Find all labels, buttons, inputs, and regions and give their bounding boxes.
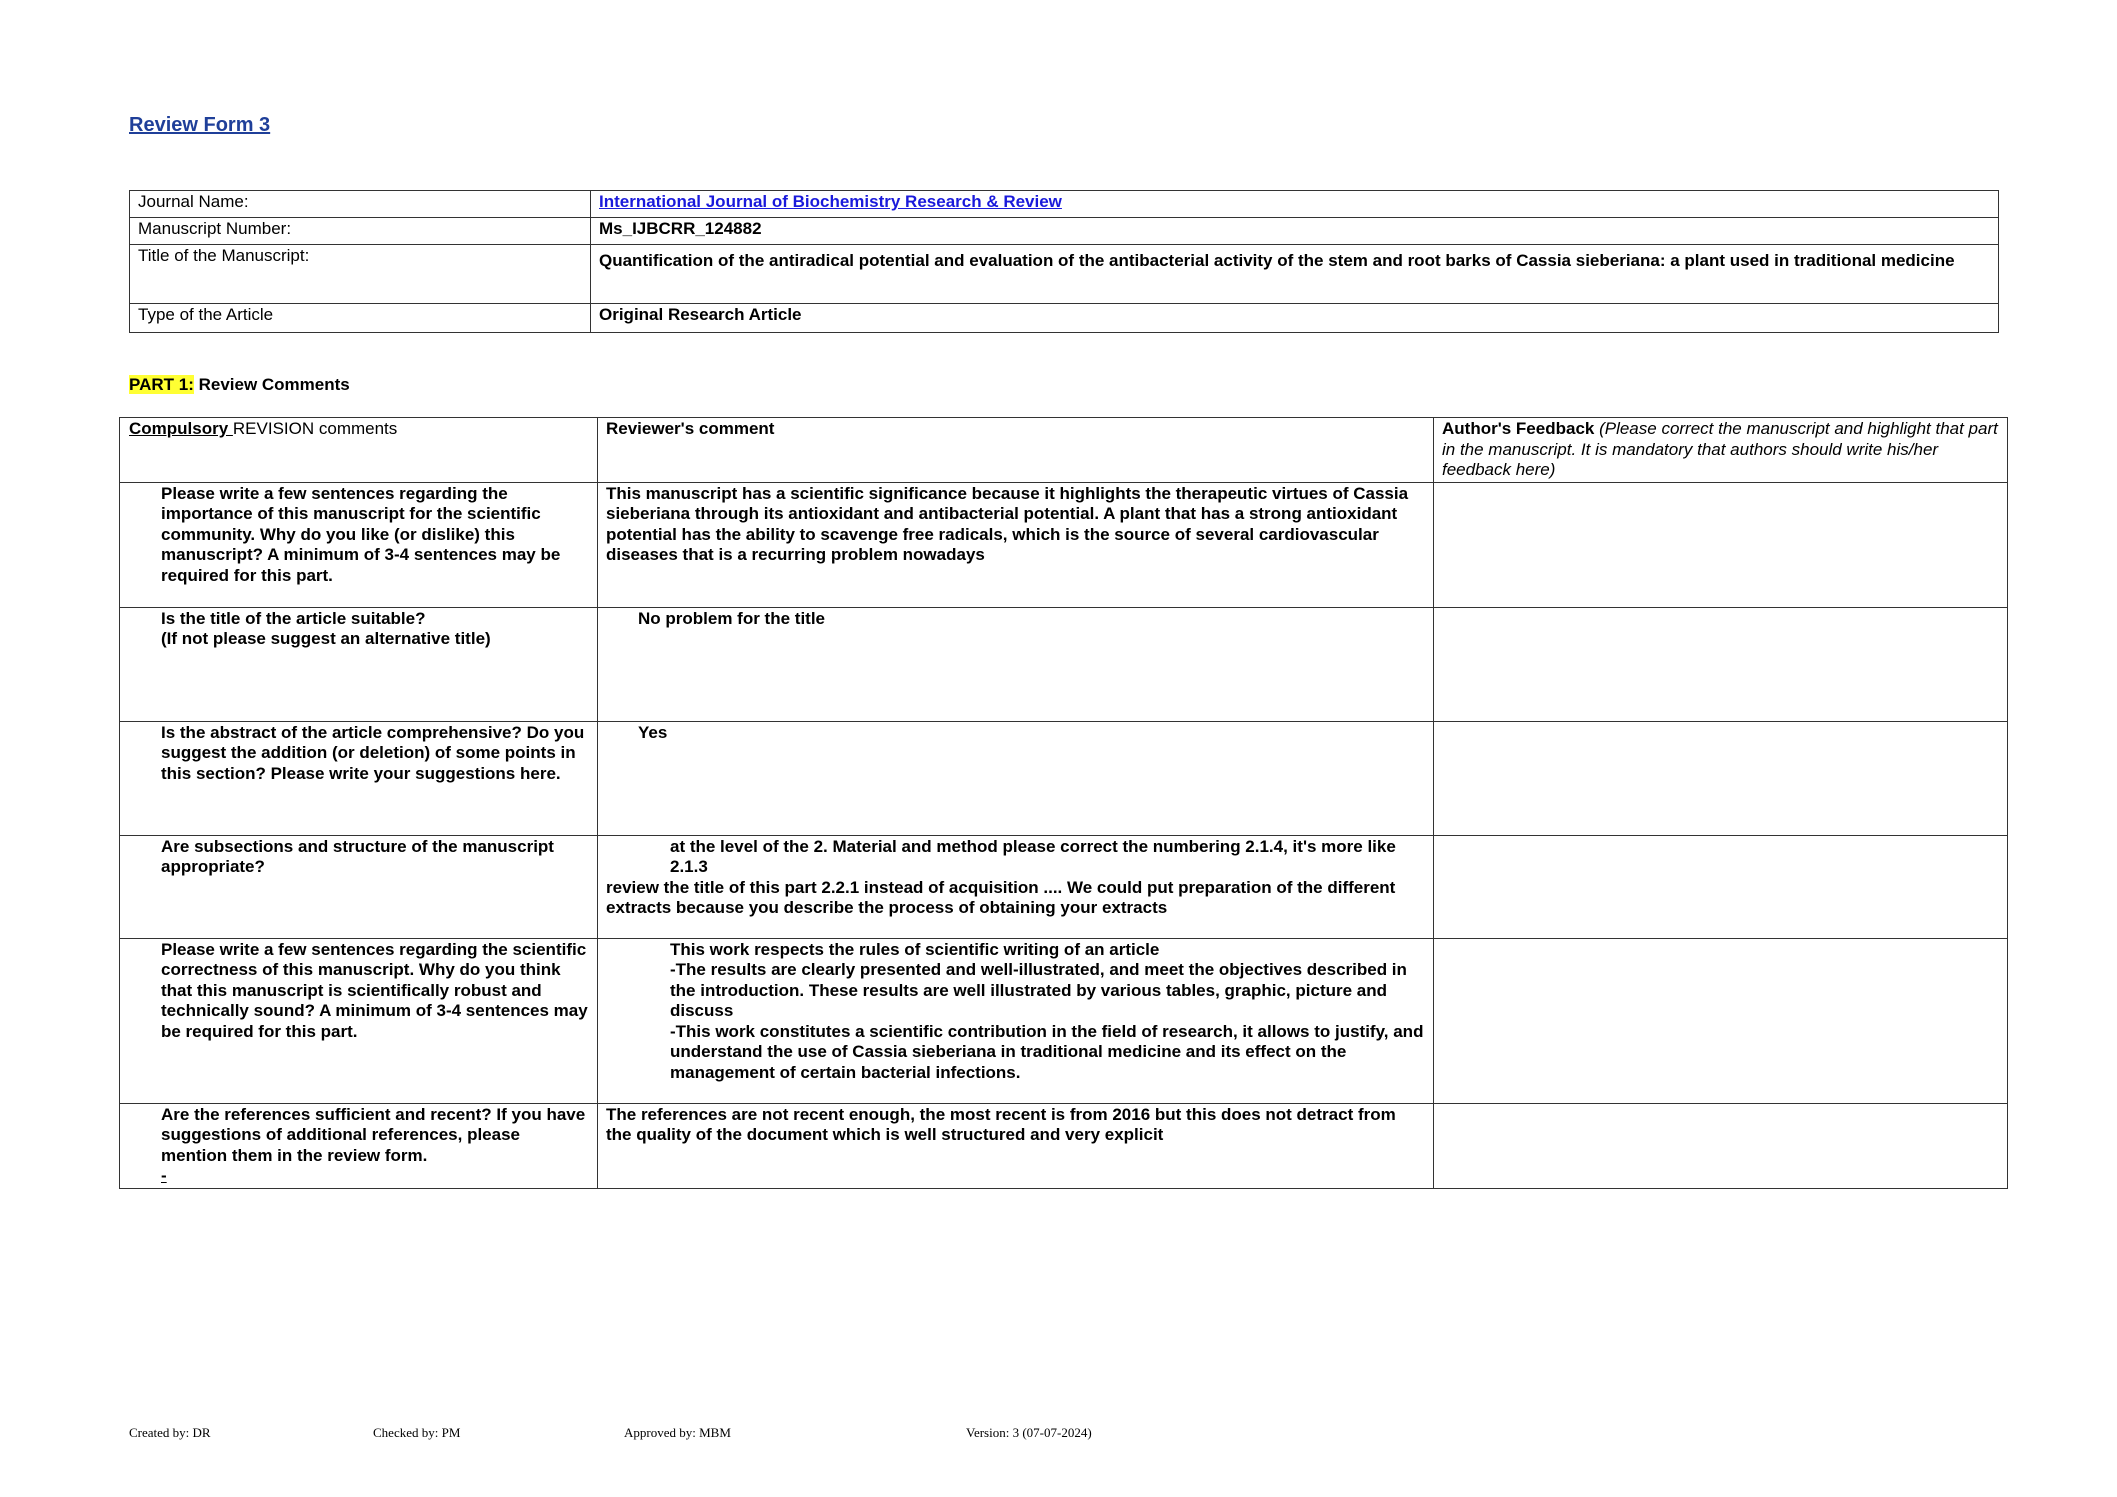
question: Please write a few sentences regarding the importance of this manuscript for the scientific community. Why do you like (or dislike) this manuscript? A minimum of 3-4 sentences may be required for this part. bbox=[120, 482, 598, 607]
review-header-row bbox=[120, 418, 2008, 483]
author-feedback-cell[interactable] bbox=[1434, 1103, 2008, 1188]
question: Is the abstract of the article comprehensive? Do you suggest the addition (or deletion) of some points in this section? Please write your suggestions here. bbox=[120, 721, 598, 835]
question-note: (If not please suggest an alternative title) bbox=[161, 629, 491, 648]
article-type: Original Research Article bbox=[591, 304, 1999, 333]
table-row bbox=[120, 938, 2008, 1103]
manuscript-info-table bbox=[129, 190, 1999, 333]
table-row bbox=[120, 607, 2008, 721]
manuscript-label: Manuscript Number: bbox=[130, 218, 591, 245]
revision-comments-label: REVISION comments bbox=[232, 419, 398, 438]
reviewer-comment: at the level of the 2. Material and method please correct the numbering 2.1.4, it's more like 2.1.3 bbox=[670, 836, 1396, 876]
review-comments-table bbox=[119, 417, 2008, 1189]
author-feedback-cell[interactable] bbox=[1434, 835, 2008, 938]
reviewer-comment-header: Reviewer's comment bbox=[598, 418, 1434, 483]
footer-created-by: Created by: DR bbox=[129, 1425, 211, 1440]
reviewer-comment-3: -This work constitutes a scientific contribution in the field of research, it allows to justify, and understand the use of Cassia sieberiana in traditional medicine and its effect on the management of certain bacterial infections. bbox=[670, 1021, 1424, 1082]
footer-version: Version: 3 (07-07-2024) bbox=[966, 1425, 1092, 1440]
compulsory-label: Compulsory bbox=[129, 419, 233, 438]
part1-title: Review Comments bbox=[193, 375, 350, 394]
author-feedback-cell[interactable] bbox=[1434, 482, 2008, 607]
question: Are subsections and structure of the manuscript appropriate? bbox=[120, 835, 598, 938]
part1-label: PART 1: bbox=[129, 375, 194, 394]
table-row bbox=[120, 1103, 2008, 1188]
title-label: Title of the Manuscript: bbox=[130, 245, 591, 304]
part1-heading bbox=[129, 375, 350, 395]
reviewer-comment: This manuscript has a scientific significance because it highlights the therapeutic virtues of Cassia sieberiana through its antioxidant and antibacterial potential. A plant that has a strong antioxidant potential has the ability to scavenge free radicals, which is the source of several cardiovascular diseases that is a recurring problem nowadays bbox=[598, 482, 1434, 607]
reviewer-comment: No problem for the title bbox=[638, 608, 825, 628]
footer-checked-by: Checked by: PM bbox=[373, 1425, 461, 1440]
type-label: Type of the Article bbox=[130, 304, 591, 333]
journal-label: Journal Name: bbox=[130, 191, 591, 218]
manuscript-title: Quantification of the antiradical potential and evaluation of the antibacterial activity of the stem and root barks of Cassia sieberiana: a plant used in traditional medicine bbox=[591, 245, 1999, 304]
question: Is the title of the article suitable? bbox=[161, 608, 426, 628]
question-note: - bbox=[161, 1166, 167, 1185]
manuscript-number: Ms_IJBCRR_124882 bbox=[591, 218, 1999, 245]
question: Please write a few sentences regarding the scientific correctness of this manuscript. Why do you think that this manuscript is scientifically robust and technically sound? A minimum of 3-4 sentences may be required for this part. bbox=[120, 938, 598, 1103]
journal-link[interactable]: International Journal of Biochemistry Research & Review bbox=[599, 192, 1062, 211]
author-feedback-cell[interactable] bbox=[1434, 721, 2008, 835]
reviewer-comment: The references are not recent enough, the most recent is from 2016 but this does not detract from the quality of the document which is well structured and very explicit bbox=[598, 1103, 1434, 1188]
author-feedback-cell[interactable] bbox=[1434, 607, 2008, 721]
question: Are the references sufficient and recent? If you have suggestions of additional references, please mention them in the review form. bbox=[161, 1104, 586, 1165]
author-feedback-instructions: (Please correct the manuscript and highlight that part in the manuscript. It is mandatory that authors should write his/her feedback here) bbox=[1442, 419, 1998, 479]
table-row bbox=[120, 482, 2008, 607]
author-feedback-label: Author's Feedback bbox=[1442, 419, 1600, 438]
author-feedback-cell[interactable] bbox=[1434, 938, 2008, 1103]
reviewer-comment-2: review the title of this part 2.2.1 instead of acquisition .... We could put preparation of the different extracts because you describe the process of obtaining your extracts bbox=[606, 877, 1396, 917]
reviewer-comment: Yes bbox=[638, 722, 668, 742]
info-row-manuscript bbox=[130, 218, 1999, 245]
reviewer-comment-2: -The results are clearly presented and well-illustrated, and meet the objectives described in the introduction. These results are well illustrated by various tables, graphic, picture and discuss bbox=[670, 960, 1407, 1020]
info-row-journal bbox=[130, 191, 1999, 218]
info-row-title bbox=[130, 245, 1999, 304]
table-row bbox=[120, 721, 2008, 835]
table-row bbox=[120, 835, 2008, 938]
form-title: Review Form 3 bbox=[129, 114, 271, 136]
footer-approved-by: Approved by: MBM bbox=[624, 1425, 731, 1440]
reviewer-comment: This work respects the rules of scientific writing of an article bbox=[670, 939, 1160, 959]
info-row-type bbox=[130, 304, 1999, 333]
